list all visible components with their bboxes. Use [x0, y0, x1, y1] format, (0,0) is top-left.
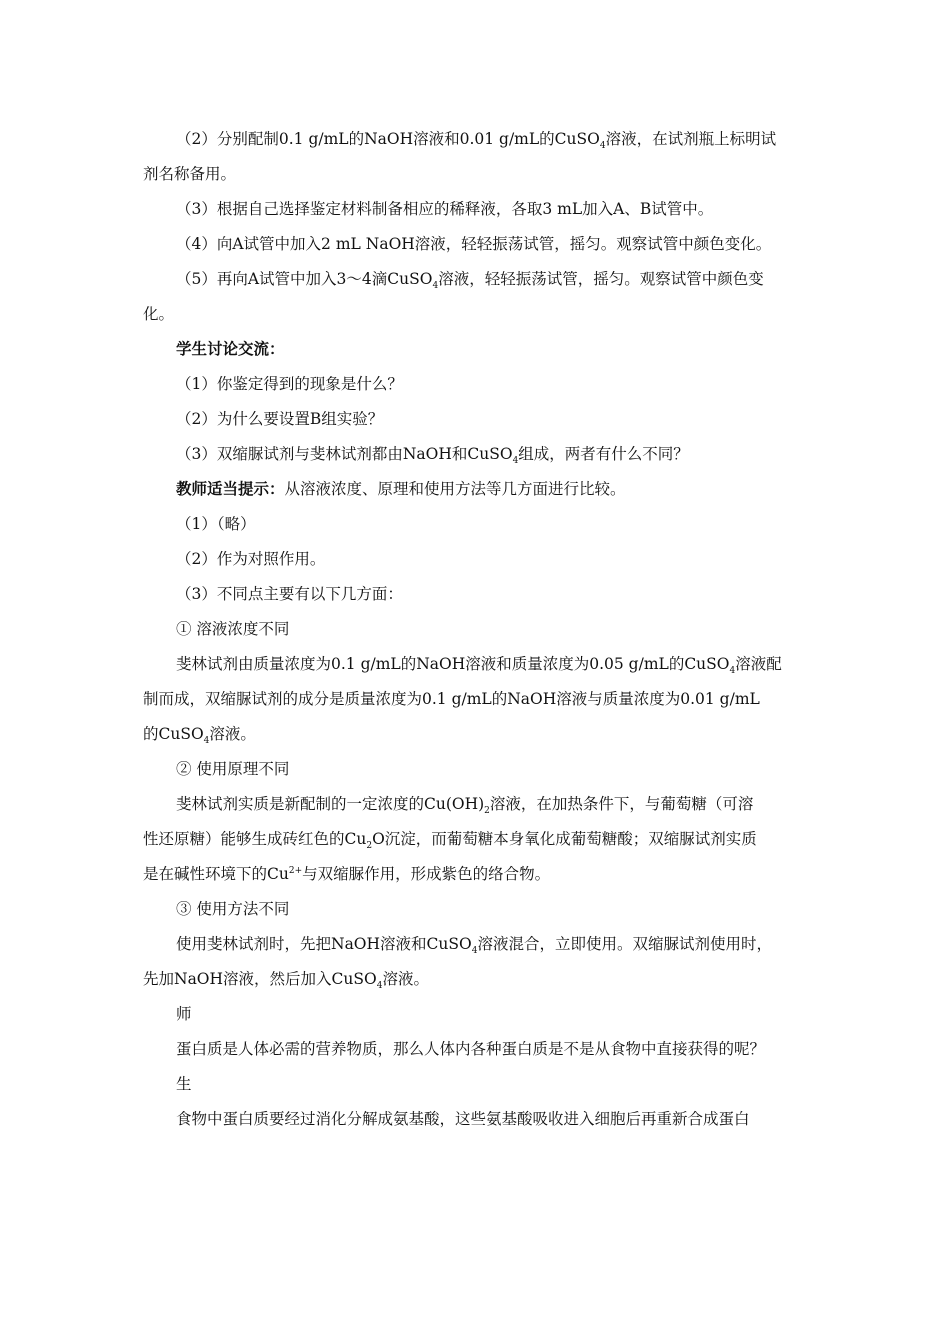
difference-1-paragraph — [143, 647, 807, 752]
discussion-question-1: （1）你鉴定得到的现象是什么？ — [176, 375, 403, 393]
difference-1-text: 斐林试剂由质量浓度为0.1 g/mL的NaOH溶液和质量浓度为0.05 g/mL的CuSO — [176, 655, 730, 673]
difference-2-text: 斐林试剂实质是新配制的一定浓度的Cu(OH) — [176, 795, 485, 813]
step-2-paragraph — [143, 122, 807, 192]
question-3-text-tail: 组成，两者有什么不同？ — [518, 445, 689, 463]
difference-3-text-tail: 溶液混合，立即使用。双缩脲试剂使用时， — [477, 935, 772, 953]
step-5-text: （5）再向A试管中加入3～4滴CuSO — [176, 270, 433, 288]
student-label: 生 — [176, 1075, 192, 1093]
difference-2-line-3-text: 是在碱性环境下的Cu — [143, 865, 289, 883]
difference-3-line-2 — [143, 962, 807, 997]
answer-2: （2）作为对照作用。 — [176, 550, 326, 568]
subscript: 2 — [484, 806, 490, 817]
discussion-question-2: （2）为什么要设置B组实验？ — [176, 410, 384, 428]
difference-2-line-3 — [143, 857, 807, 892]
difference-1-line-2: 制而成，双缩脲试剂的成分是质量浓度为0.1 g/mL的NaOH溶液与质量浓度为0.01 g/mL — [143, 690, 760, 708]
difference-3-text: 使用斐林试剂时，先把NaOH溶液和CuSO — [176, 935, 472, 953]
difference-3-line-1 — [143, 927, 807, 962]
subscript: 4 — [512, 456, 519, 467]
subscript: 2 — [366, 841, 373, 852]
subscript: 4 — [203, 736, 210, 747]
step-2-text-tail: 溶液，在试剂瓶上标明试 — [605, 130, 777, 148]
teacher-question: 蛋白质是人体必需的营养物质，那么人体内各种蛋白质是不是从食物中直接获得的呢？ — [176, 1040, 766, 1058]
difference-2-line-2-text: 性还原糖）能够生成砖红色的Cu — [143, 830, 367, 848]
difference-1-line-3 — [143, 717, 807, 752]
answer-3: （3）不同点主要有以下几方面： — [176, 585, 403, 603]
difference-2-line-2 — [143, 822, 807, 857]
difference-2-paragraph — [143, 787, 807, 892]
difference-2-line-2-tail: O沉淀，而葡萄糖本身氧化成葡萄糖酸；双缩脲试剂实质 — [372, 830, 757, 848]
teacher-hint-label: 教师适当提示： — [176, 480, 285, 498]
step-5-line-2: 化。 — [143, 305, 175, 323]
subscript: 4 — [599, 141, 606, 152]
difference-3-line-2-tail: 溶液。 — [382, 970, 429, 988]
difference-3-paragraph — [143, 927, 807, 997]
difference-1-text-tail: 溶液配 — [735, 655, 782, 673]
step-5-text-tail: 溶液，轻轻振荡试管，摇匀。观察试管中颜色变 — [438, 270, 764, 288]
step-2-line-1 — [143, 122, 807, 157]
superscript: 2+ — [288, 865, 303, 876]
teacher-hint-text: 从溶液浓度、原理和使用方法等几方面进行比较。 — [284, 480, 626, 498]
difference-2-title: ② 使用原理不同 — [176, 760, 290, 778]
difference-1-line-3-text: 的CuSO — [143, 725, 204, 743]
discussion-question-3 — [143, 437, 807, 472]
difference-3-line-2-text: 先加NaOH溶液，然后加入CuSO — [143, 970, 377, 988]
subscript: 4 — [729, 666, 736, 677]
difference-2-line-1 — [143, 787, 807, 822]
student-answer: 食物中蛋白质要经过消化分解成氨基酸，这些氨基酸吸收进入细胞后再重新合成蛋白 — [176, 1110, 750, 1128]
subscript: 4 — [376, 981, 383, 992]
teacher-label: 师 — [176, 1005, 192, 1023]
difference-1-line-3-tail: 溶液。 — [209, 725, 256, 743]
step-5-paragraph — [143, 262, 807, 332]
step-4-paragraph: （4）向A试管中加入2 mL NaOH溶液，轻轻振荡试管，摇匀。观察试管中颜色变化。 — [176, 235, 772, 253]
difference-1-title: ① 溶液浓度不同 — [176, 620, 290, 638]
difference-2-text-tail: 溶液，在加热条件下，与葡萄糖（可溶 — [489, 795, 754, 813]
step-5-line-1 — [143, 262, 807, 297]
step-3-paragraph: （3）根据自己选择鉴定材料制备相应的稀释液，各取3 mL加入A、B试管中。 — [176, 200, 714, 218]
subscript: 4 — [471, 946, 478, 957]
difference-1-line-1 — [143, 647, 807, 682]
difference-3-title: ③ 使用方法不同 — [176, 900, 290, 918]
question-3-text: （3）双缩脲试剂与斐林试剂都由NaOH和CuSO — [176, 445, 513, 463]
subscript: 4 — [432, 281, 439, 292]
step-2-text: （2）分别配制0.1 g/mL的NaOH溶液和0.01 g/mL的CuSO — [176, 130, 600, 148]
difference-2-line-3-tail: 与双缩脲作用，形成紫色的络合物。 — [302, 865, 551, 883]
discussion-heading: 学生讨论交流： — [176, 340, 285, 358]
answer-1: （1）（略） — [176, 515, 256, 533]
teacher-hint-paragraph — [143, 472, 807, 507]
document-body — [143, 122, 807, 1137]
step-2-line-2: 剂名称备用。 — [143, 165, 237, 183]
